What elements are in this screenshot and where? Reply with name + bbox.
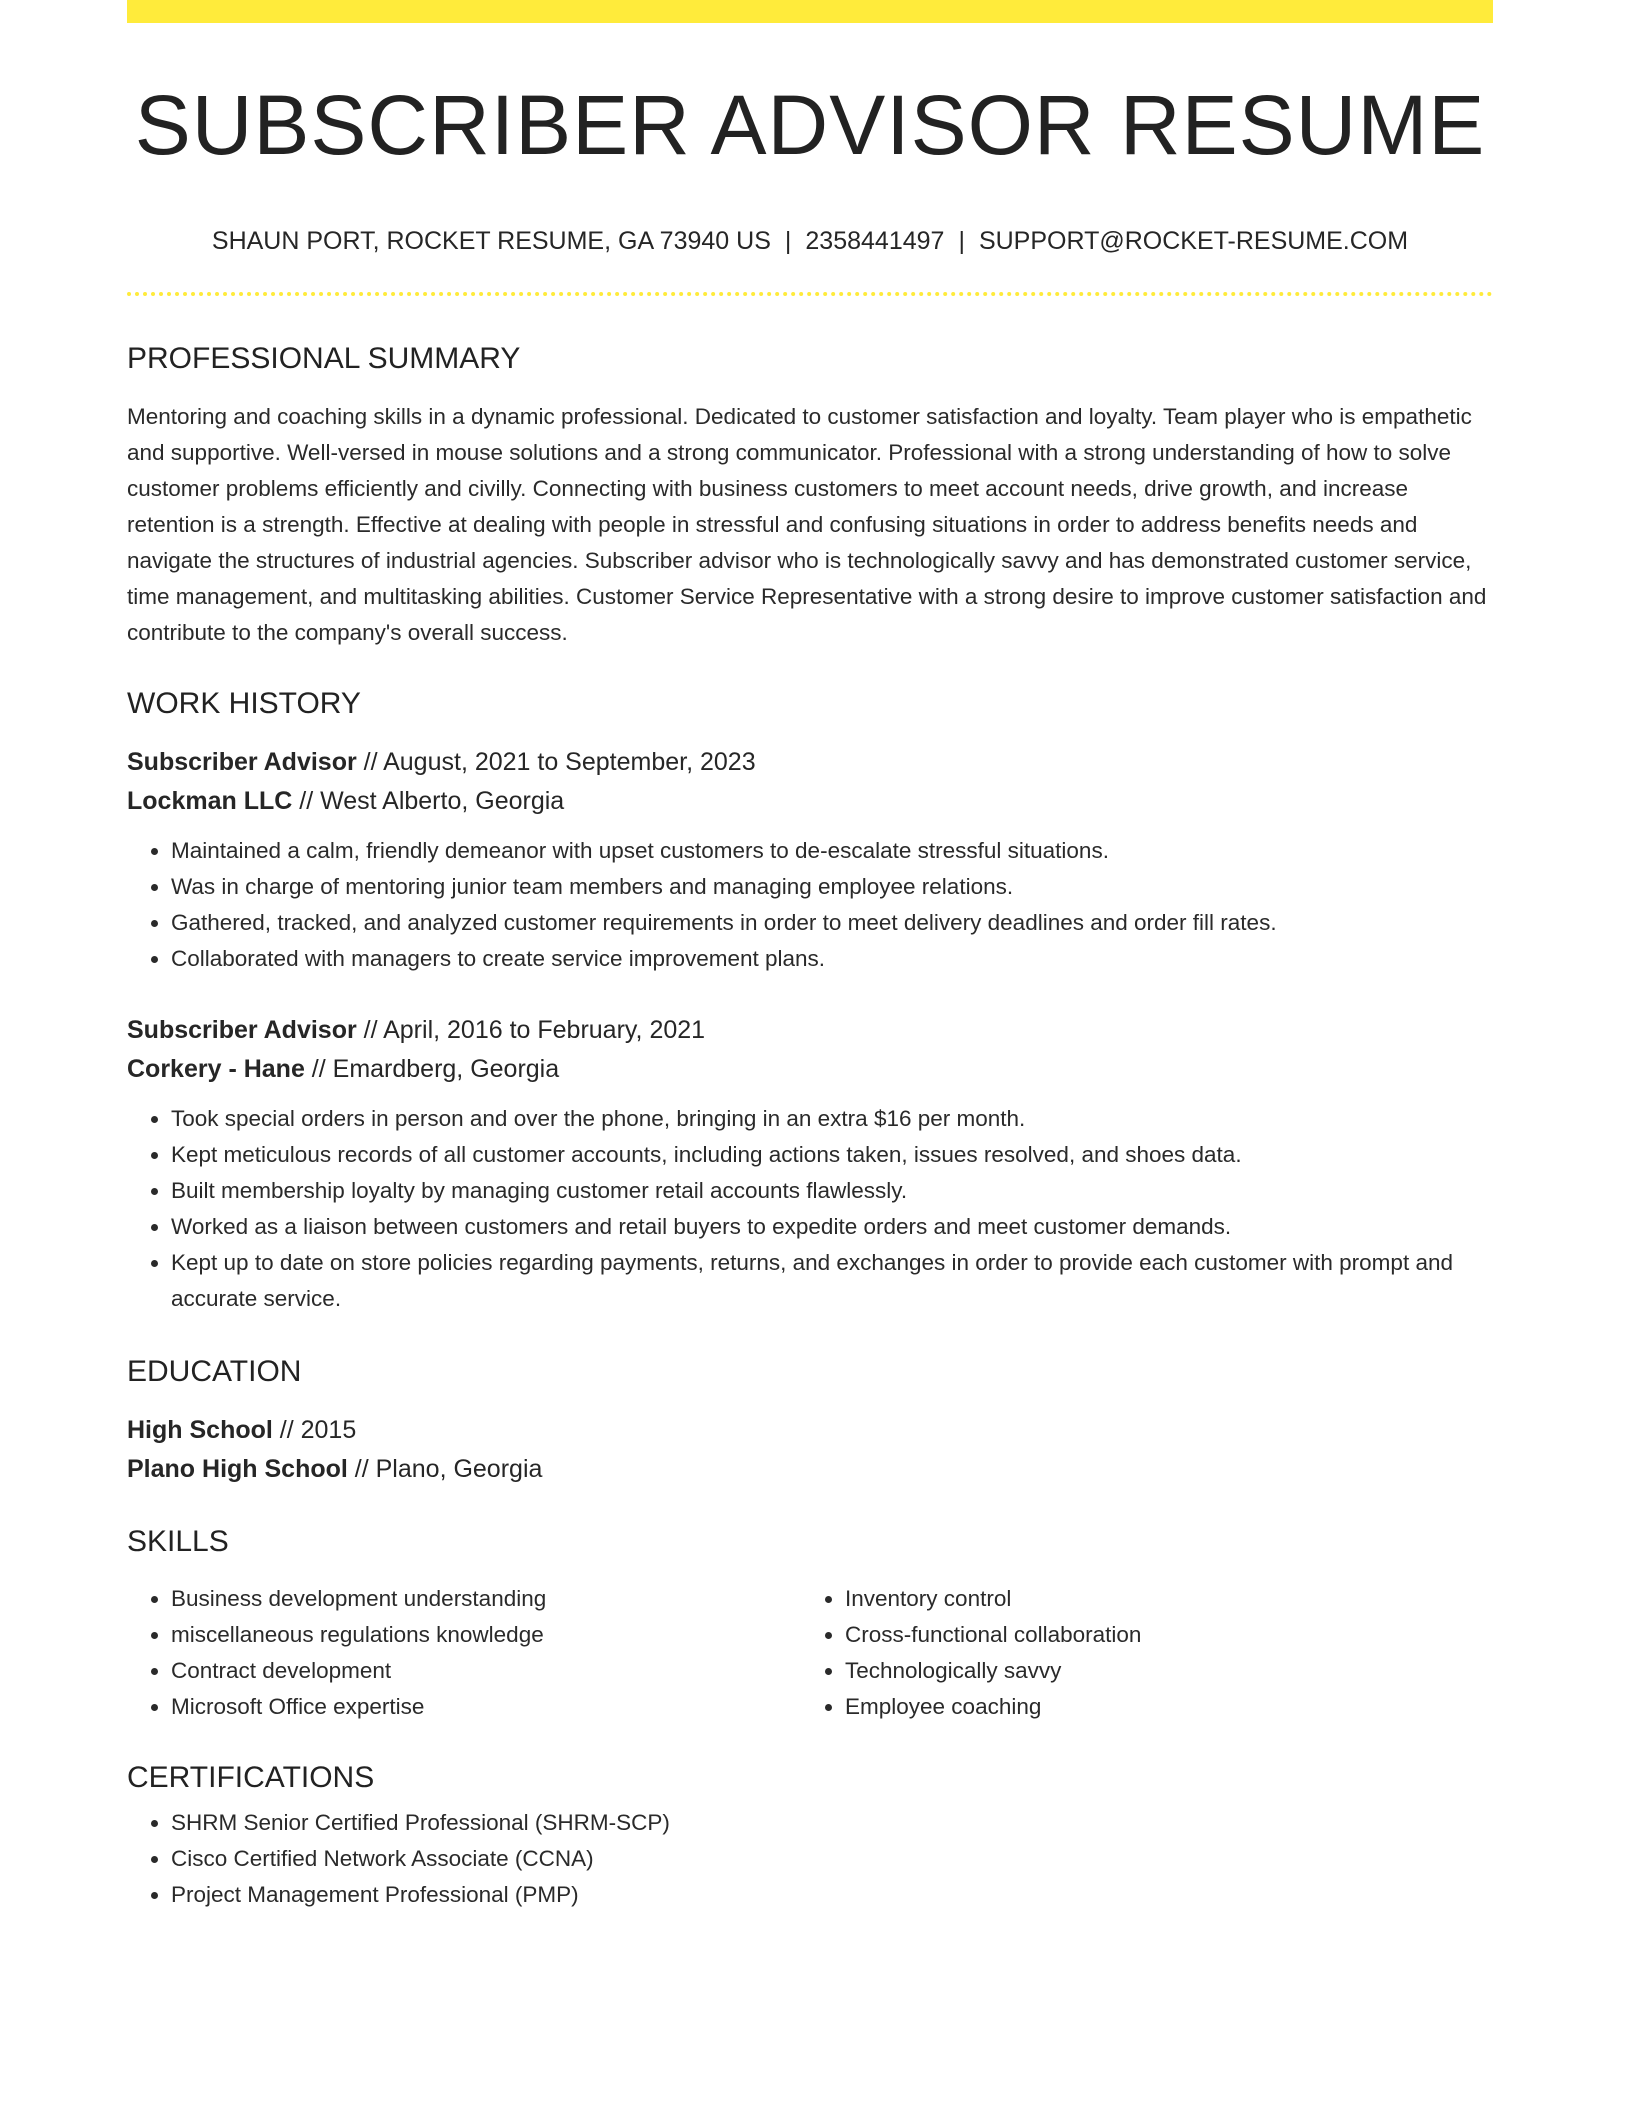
skills-grid (127, 1581, 1493, 1725)
certifications-list (127, 1805, 1493, 1913)
job-bullets (127, 1101, 1493, 1317)
skill-item: • Cross-functional collaboration (845, 1617, 1475, 1653)
education-school: Plano High School (127, 1455, 348, 1483)
job-role-line (127, 1011, 1493, 1050)
job-bullet: • Built membership loyalty by managing customer retail accounts flawlessly. (171, 1173, 1493, 1209)
job-bullet: • Kept meticulous records of all customer accounts, including actions taken, issues resolved, and shoes data. (171, 1137, 1493, 1173)
job-company: Lockman LLC (127, 787, 293, 815)
certification-item: • SHRM Senior Certified Professional (SHRM-SCP) (171, 1805, 1493, 1841)
job-dates: // August, 2021 to September, 2023 (356, 748, 756, 776)
certification-item: • Cisco Certified Network Associate (CCNA) (171, 1841, 1493, 1877)
job-bullet: • Took special orders in person and over the phone, bringing in an extra $16 per month. (171, 1101, 1493, 1137)
contact-address: SHAUN PORT, ROCKET RESUME, GA 73940 US (211, 227, 771, 255)
skill-item: • Contract development (171, 1653, 801, 1689)
contact-separator: | (784, 227, 792, 255)
job-entry (127, 743, 1493, 977)
skill-item: • Technologically savvy (845, 1653, 1475, 1689)
job-role: Subscriber Advisor (127, 748, 357, 776)
skill-item: • Employee coaching (845, 1689, 1475, 1725)
skill-item: • Business development understanding (171, 1581, 801, 1617)
dotted-divider (127, 292, 1493, 296)
summary-text: Mentoring and coaching skills in a dynamic professional. Dedicated to customer satisfaction and loyalty. Team player who is empathetic and supportive. Well-versed in mouse solutions and a strong communicator. Professional with a strong understanding of how to solve customer problems efficiently and civilly. Connecting with business customers to meet account needs, drive growth, and increase retention is a strength. Effective at dealing with people in stressful and confusing situations in order to address benefits needs and navigate the structures of industrial agencies. Subscriber advisor who is technologically savvy and has demonstrated customer service, time management, and multitasking abilities. Customer Service Representative with a strong desire to improve customer satisfaction and contribute to the company's overall success. (127, 404, 1487, 645)
job-bullets (127, 833, 1493, 977)
job-bullet: • Was in charge of mentoring junior team members and managing employee relations. (171, 869, 1493, 905)
contact-email: SUPPORT@ROCKET-RESUME.COM (978, 227, 1409, 255)
education-school-line (127, 1450, 1493, 1489)
accent-top-bar (127, 0, 1493, 23)
section-title-skills: SKILLS (127, 1525, 229, 1558)
job-entry (127, 1011, 1493, 1317)
skill-item: • Microsoft Office expertise (171, 1689, 801, 1725)
section-title-work-history: WORK HISTORY (127, 687, 361, 720)
job-company: Corkery - Hane (127, 1055, 305, 1083)
job-company-line (127, 1050, 1493, 1089)
job-bullet: • Worked as a liaison between customers and retail buyers to expedite orders and meet customer demands. (171, 1209, 1493, 1245)
skills-column-left (127, 1581, 801, 1725)
skills-column-right (801, 1581, 1475, 1725)
job-bullet: • Collaborated with managers to create service improvement plans. (171, 941, 1493, 977)
section-title-education: EDUCATION (127, 1355, 302, 1388)
certification-item: • Project Management Professional (PMP) (171, 1877, 1493, 1913)
job-bullet: • Gathered, tracked, and analyzed customer requirements in order to meet delivery deadlines and order fill rates. (171, 905, 1493, 941)
section-title-summary: PROFESSIONAL SUMMARY (127, 342, 521, 375)
job-role-line (127, 743, 1493, 782)
contact-phone: 2358441497 (805, 227, 945, 255)
job-location: // Emardberg, Georgia (304, 1055, 560, 1083)
skill-item: • miscellaneous regulations knowledge (171, 1617, 801, 1653)
contact-line (127, 229, 1493, 254)
education-year: // 2015 (272, 1416, 357, 1444)
job-location: // West Alberto, Georgia (292, 787, 565, 815)
job-role: Subscriber Advisor (127, 1016, 357, 1044)
skill-item: • Inventory control (845, 1581, 1475, 1617)
education-entry (127, 1411, 1493, 1489)
education-location: // Plano, Georgia (347, 1455, 543, 1483)
job-company-line (127, 782, 1493, 821)
education-degree-line (127, 1411, 1493, 1450)
job-bullet: • Maintained a calm, friendly demeanor with upset customers to de-escalate stressful situations. (171, 833, 1493, 869)
section-title-certifications: CERTIFICATIONS (127, 1761, 375, 1794)
resume-page (127, 0, 1493, 1913)
education-degree: High School (127, 1416, 273, 1444)
resume-title: SUBSCRIBER ADVISOR RESUME (134, 78, 1486, 172)
job-bullet: • Kept up to date on store policies regarding payments, returns, and exchanges in order to provide each customer with prompt and accurate service. (171, 1245, 1493, 1317)
contact-separator: | (958, 227, 965, 255)
job-dates: // April, 2016 to February, 2021 (356, 1016, 706, 1044)
